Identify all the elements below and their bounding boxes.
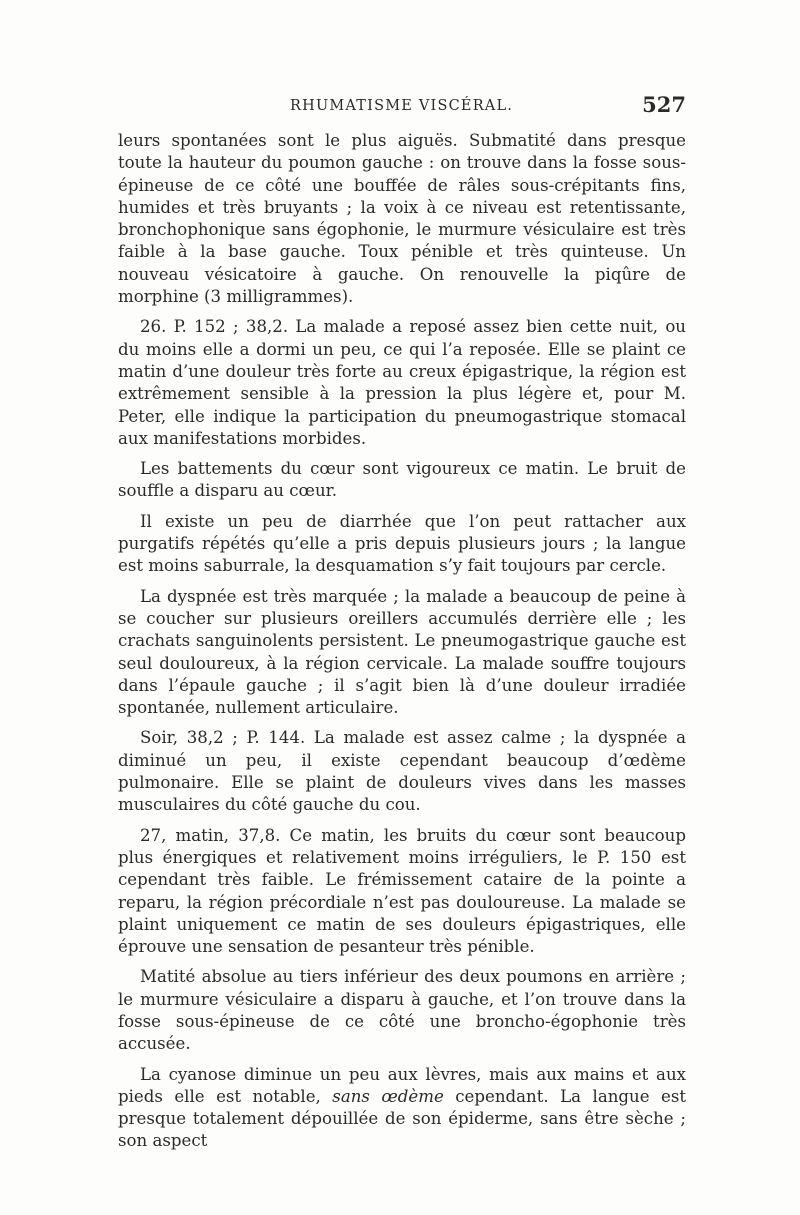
running-title: RHUMATISME VISCÉRAL. (290, 98, 514, 114)
paragraph-evening: Soir, 38,2 ; P. 144. La malade est assez calme ; la dyspnée a diminué un peu, il existe cependant beaucoup d’œdème pulmonaire. Elle se plaint de douleurs vives dans les masses musculaires du côté gauche du cou. (118, 728, 686, 815)
paragraph-cyanose (118, 1064, 686, 1153)
paragraph-dyspnea: La dyspnée est très marquée ; la malade a beaucoup de peine à se coucher sur plusieurs oreillers accumulés derrière elle ; les crachats sanguinolents persistent. Le pneumogastrique gauche est seul douloureux, à la région cervicale. La malade souffre toujours dans l’épaule gauche ; il s’agit bien là d’une douleur irradiée spontanée, nullement articulaire. (118, 586, 686, 718)
paragraph-day-26: 26. P. 152 ; 38,2. La malade a reposé assez bien cette nuit, ou du moins elle a dormi un peu, ce qui l’a reposée. Elle se plaint ce matin d’une douleur très forte au creux épigastrique, la région est extrêmement sensible à la pression la plus légère et, pour M. Peter, elle indique la participation du pneumogastrique stomacal aux manifestations morbides. (118, 317, 686, 448)
italic-phrase: sans œdème (332, 1086, 444, 1106)
paragraph-matite: Matité absolue au tiers inférieur des deux poumons en arrière ; le murmure vésiculaire a disparu à gauche, et l’on trouve dans la fosse sous-épineuse de ce côté une broncho-égophonie très accusée. (118, 967, 686, 1054)
cyanose-text-start: La cyanose diminue un peu aux lèvres, mais aux mains et aux pieds elle est notable, (118, 1064, 686, 1106)
body-text (118, 130, 686, 1161)
page-header (118, 92, 686, 122)
paragraph-diarrhea: Il existe un peu de diarrhée que l’on peut rattacher aux purgatifs répétés qu’elle a pris depuis plusieurs jours ; la langue est moins saburrale, la desquamation s’y fait toujours par cercle. (118, 511, 686, 576)
paragraph-day-27: 27, matin, 37,8. Ce matin, les bruits du cœur sont beaucoup plus énergiques et relativement moins irréguliers, le P. 150 est cependant très faible. Le frémissement cataire de la pointe a reparu, la région précordiale n’est pas douloureuse. La malade se plaint uniquement ce matin de ses douleurs épigastriques, elle éprouve une sensation de pesanteur très pénible. (118, 825, 686, 957)
paragraph-heart: Les battements du cœur sont vigoureux ce matin. Le bruit de souffle a disparu au cœur. (118, 459, 686, 501)
page-number: 527 (642, 92, 686, 117)
paragraph-continued: leurs spontanées sont le plus aiguës. Submatité dans presque toute la hauteur du poumon gauche : on trouve dans la fosse sous-épineuse de ce côté une bouffée de râles sous-crépitants fins, humides et très bruyants ; la voix à ce niveau est retentissante, bronchophonique sans égophonie, le murmure vésiculaire est très faible à la base gauche. Toux pénible et très quinteuse. Un nouveau vésicatoire à gauche. On renouvelle la piqûre de morphine (3 milligrammes). (118, 131, 686, 307)
cyanose-text-end: cependant. La langue est presque totalement dépouillée de son épiderme, sans être sèche ; son aspect (118, 1086, 687, 1151)
